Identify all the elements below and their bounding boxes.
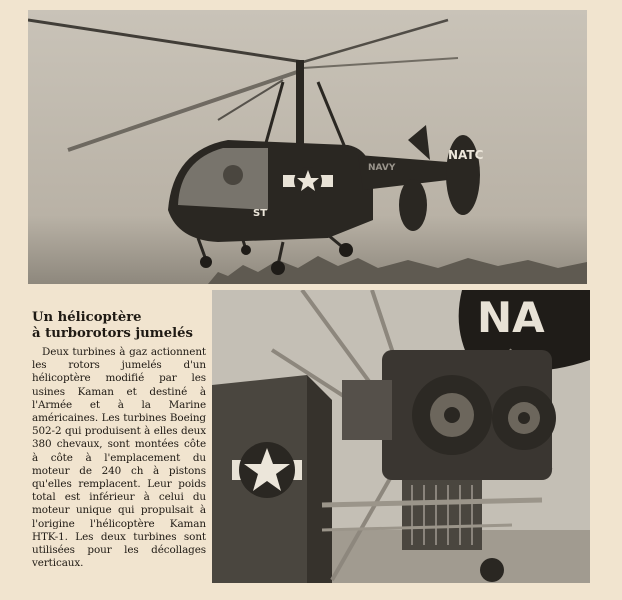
headline [32,310,206,342]
tail-marking-closeup: NA [477,293,545,342]
headline-line-1: Un hélicoptère [32,310,142,325]
turbine-closeup-illustration [212,290,590,583]
tail-marking: NATC [448,148,484,162]
fuselage-code: ST [253,208,268,219]
article-body: Deux turbines à gaz actionnent les rotors jumelés d'un hélicoptère modifié par les usines Kaman et destiné à l'Armée et à la Marine américaines. Les turbines Boeing 502-2 qui produisent à elles deux 380 chevaux, sont montées côte à côte à l'emplacement du moteur de 240 ch à pistons qu'elles remplacent. Leur poids total est inférieur à celui du moteur unique qui propulsait à l'origine l'hélicoptère Kaman HTK-1. Les deux turbines sont utilisées pour les décollages verticaux. [32,346,206,570]
headline-line-2: à turborotors jumelés [32,326,193,341]
helicopter-flight-photo [28,10,587,284]
turbine-closeup-photo [212,290,590,583]
helicopter-flight-illustration [28,10,587,284]
boom-marking: NAVY [368,163,396,173]
article [28,310,206,570]
